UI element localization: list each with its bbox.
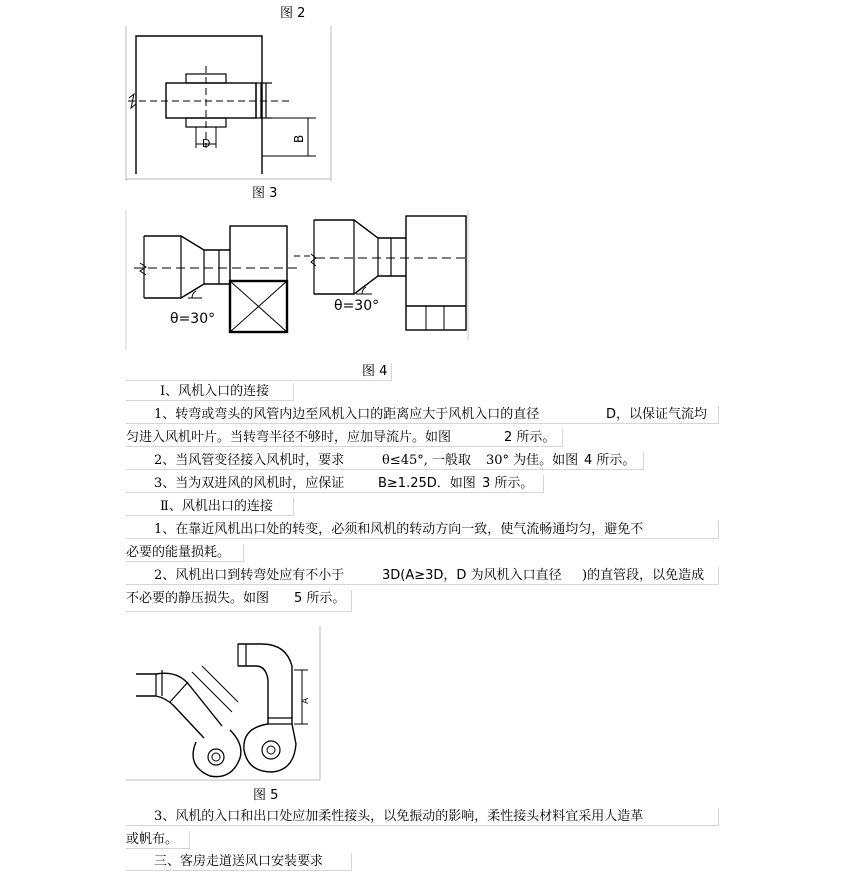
figure-4-caption-row [126, 363, 392, 381]
figure-2-caption: 图 2 [280, 6, 306, 21]
paragraph-4-line-2: 必要的能量损耗。 [126, 544, 244, 562]
figure-4-theta-right: θ=30° [334, 298, 380, 314]
figure-3-caption: 图 3 [252, 186, 278, 201]
figure-4-caption: 图 4 [362, 364, 388, 379]
paragraph-6-line-2: 或帆布。 [126, 831, 190, 849]
paragraph-1-line-2: 匀进入风机叶片。当转弯半径不够时，应加导流片。如图 2 所示。 [126, 429, 563, 447]
paragraph-4-line-1: 1、在靠近风机出口处的转变，必须和风机的转动方向一致，使气流畅通均匀，避免不 [126, 521, 719, 539]
figure-4-theta-left: θ=30° [170, 311, 216, 327]
paragraph-5-line-1: 2、风机出口到转弯处应有不小于 3D(A≥3D，D 为风机入口直径 )的直管段，以免造成 [126, 567, 719, 585]
paragraph-2: 2、当风管变径接入风机时，要求 θ≤45°, 一般取 30° 为佳。如图 4 所示。 [126, 452, 644, 470]
figure-4-diagram [126, 210, 471, 360]
paragraph-6-line-1: 3、风机的入口和出口处应加柔性接头，以免振动的影响，柔性接头材料宜采用人造革 [126, 808, 719, 826]
section-3-heading: 三、客房走道送风口安装要求 [126, 853, 352, 871]
outlet-heading: Ⅱ、风机出口的连接 [126, 498, 294, 516]
paragraph-1-line-1: 1、转弯或弯头的风管内边至风机入口的距离应大于风机入口的直径 D，以保证气流均 [126, 406, 719, 424]
paragraph-3: 3、当为双进风的风机时，应保证 B≥1.25D．如图 3 所示。 [126, 475, 544, 493]
figure-3-d-label: D [202, 137, 211, 150]
figure-3-diagram [126, 26, 336, 181]
figure-5-caption: 图 5 [253, 788, 279, 803]
figure-5-a-label: A [301, 697, 311, 704]
figure-5-diagram [126, 626, 326, 784]
inlet-heading: Ⅰ、风机入口的连接 [126, 383, 294, 401]
figure-3-b-label: B [292, 134, 306, 143]
paragraph-5-line-2: 不必要的静压损失。如图 5 所示。 [126, 590, 352, 612]
